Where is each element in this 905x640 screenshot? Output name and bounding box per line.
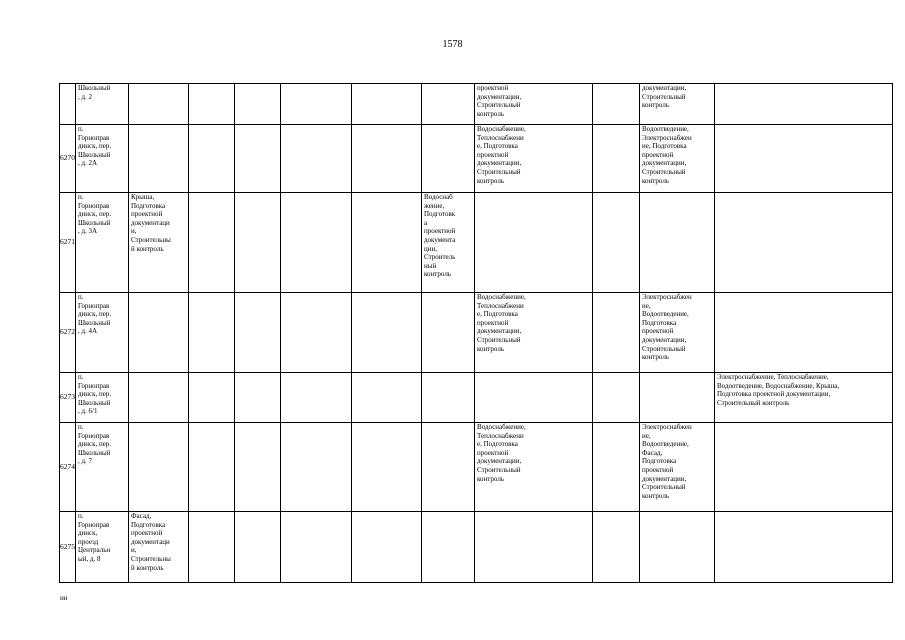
work-cell bbox=[189, 293, 235, 373]
address-cell: п. Горноправ динск, пер. Школьный , д. 7 bbox=[76, 423, 129, 512]
work-cell bbox=[715, 512, 893, 583]
work-cell: Электроснабжен ие, Водоотведение, Фасад, Подготовка проектной документации, Строительный контроль bbox=[640, 423, 715, 512]
table-row bbox=[60, 193, 893, 293]
work-cell: Водоснабжение, Теплоснабжени е, Подготовка проектной документации, Строительный контроль bbox=[475, 423, 593, 512]
work-cell: Электроснабжен ие, Водоотведение, Подготовка проектной документации, Строительный контроль bbox=[640, 293, 715, 373]
address-cell: п. Горноправ динск, пер. Школьный , д. 2А bbox=[76, 125, 129, 193]
work-cell bbox=[352, 84, 422, 125]
work-cell bbox=[715, 293, 893, 373]
work-cell bbox=[715, 193, 893, 293]
work-cell: Водоснабжение, Теплоснабжени е, Подготовка проектной документации, Строительный контроль bbox=[475, 125, 593, 193]
work-cell bbox=[352, 193, 422, 293]
table-row bbox=[60, 512, 893, 583]
work-cell: Фасад, Подготовка проектной документаци и, Строительны й контроль bbox=[129, 512, 189, 583]
table-row bbox=[60, 293, 893, 373]
work-cell bbox=[352, 423, 422, 512]
work-cell bbox=[593, 125, 640, 193]
row-number: 6273 bbox=[60, 373, 76, 423]
data-table bbox=[59, 83, 893, 583]
work-cell bbox=[129, 423, 189, 512]
work-cell bbox=[281, 193, 352, 293]
table-body bbox=[60, 84, 893, 583]
work-cell bbox=[640, 373, 715, 423]
address-cell: п. Горноправ динск, проезд Центральн ый, д. 8 bbox=[76, 512, 129, 583]
work-cell bbox=[352, 293, 422, 373]
work-cell: Крыша, Подготовка проектной документаци и, Строительны й контроль bbox=[129, 193, 189, 293]
work-cell bbox=[475, 512, 593, 583]
work-cell bbox=[593, 293, 640, 373]
work-cell bbox=[129, 373, 189, 423]
work-cell bbox=[281, 512, 352, 583]
address-cell: п. Горноправ динск, пер. Школьный , д. 3А bbox=[76, 193, 129, 293]
work-cell bbox=[235, 423, 281, 512]
work-cell bbox=[189, 423, 235, 512]
work-cell bbox=[593, 423, 640, 512]
row-number: 6270 bbox=[60, 125, 76, 193]
table-row bbox=[60, 423, 893, 512]
table-row bbox=[60, 84, 893, 125]
work-cell bbox=[281, 125, 352, 193]
work-cell bbox=[189, 512, 235, 583]
work-cell bbox=[235, 293, 281, 373]
work-cell bbox=[352, 512, 422, 583]
work-cell: Водоотведение, Электроснабжен ие, Подготовка проектной документации, Строительный контроль bbox=[640, 125, 715, 193]
work-cell bbox=[189, 373, 235, 423]
work-cell bbox=[593, 193, 640, 293]
work-cell bbox=[189, 84, 235, 125]
page-number: 1578 bbox=[442, 39, 463, 50]
work-cell bbox=[593, 373, 640, 423]
work-cell bbox=[189, 125, 235, 193]
work-cell bbox=[235, 512, 281, 583]
work-cell bbox=[352, 125, 422, 193]
work-cell bbox=[640, 512, 715, 583]
work-cell bbox=[715, 84, 893, 125]
work-cell bbox=[593, 84, 640, 125]
row-number: 6272 bbox=[60, 293, 76, 373]
row-number: 6275 bbox=[60, 512, 76, 583]
work-cell bbox=[422, 512, 475, 583]
work-cell bbox=[422, 373, 475, 423]
work-cell: проектной документации, Строительный контроль bbox=[475, 84, 593, 125]
work-cell: Водоснабжение, Теплоснабжени е, Подготовка проектной документации, Строительный контроль bbox=[475, 293, 593, 373]
work-cell: Водоснаб жение, Подготовк а проектной документа ции, Строитель ный контроль bbox=[422, 193, 475, 293]
work-cell bbox=[422, 423, 475, 512]
work-cell: документации, Строительный контроль bbox=[640, 84, 715, 125]
work-cell bbox=[352, 373, 422, 423]
work-cell bbox=[235, 373, 281, 423]
work-cell: Электроснабжение, Теплоснабжение, Водоотведение, Водоснабжение, Крыша, Подготовка проектной документации, Строительный контроль bbox=[715, 373, 893, 423]
row-number: 6271 bbox=[60, 193, 76, 293]
work-cell bbox=[235, 125, 281, 193]
row-number bbox=[60, 84, 76, 125]
work-cell bbox=[281, 84, 352, 125]
work-cell bbox=[715, 125, 893, 193]
work-cell bbox=[475, 193, 593, 293]
work-cell bbox=[235, 84, 281, 125]
work-cell bbox=[640, 193, 715, 293]
address-cell: п. Горноправ динск, пер. Школьный , д. 6/1 bbox=[76, 373, 129, 423]
work-cell bbox=[281, 293, 352, 373]
work-cell bbox=[422, 293, 475, 373]
address-cell: Школьный , д. 2 bbox=[76, 84, 129, 125]
work-cell bbox=[189, 193, 235, 293]
work-cell bbox=[129, 125, 189, 193]
row-number: 6274 bbox=[60, 423, 76, 512]
footnote: нн bbox=[60, 594, 68, 602]
work-cell bbox=[129, 293, 189, 373]
table-row bbox=[60, 373, 893, 423]
work-cell bbox=[281, 373, 352, 423]
work-cell bbox=[715, 423, 893, 512]
table-row bbox=[60, 125, 893, 193]
work-cell bbox=[129, 84, 189, 125]
work-cell bbox=[422, 84, 475, 125]
address-cell: п. Горноправ динск, пер. Школьный , д. 4А bbox=[76, 293, 129, 373]
work-cell bbox=[235, 193, 281, 293]
work-cell bbox=[593, 512, 640, 583]
work-cell bbox=[422, 125, 475, 193]
work-cell bbox=[475, 373, 593, 423]
work-cell bbox=[281, 423, 352, 512]
